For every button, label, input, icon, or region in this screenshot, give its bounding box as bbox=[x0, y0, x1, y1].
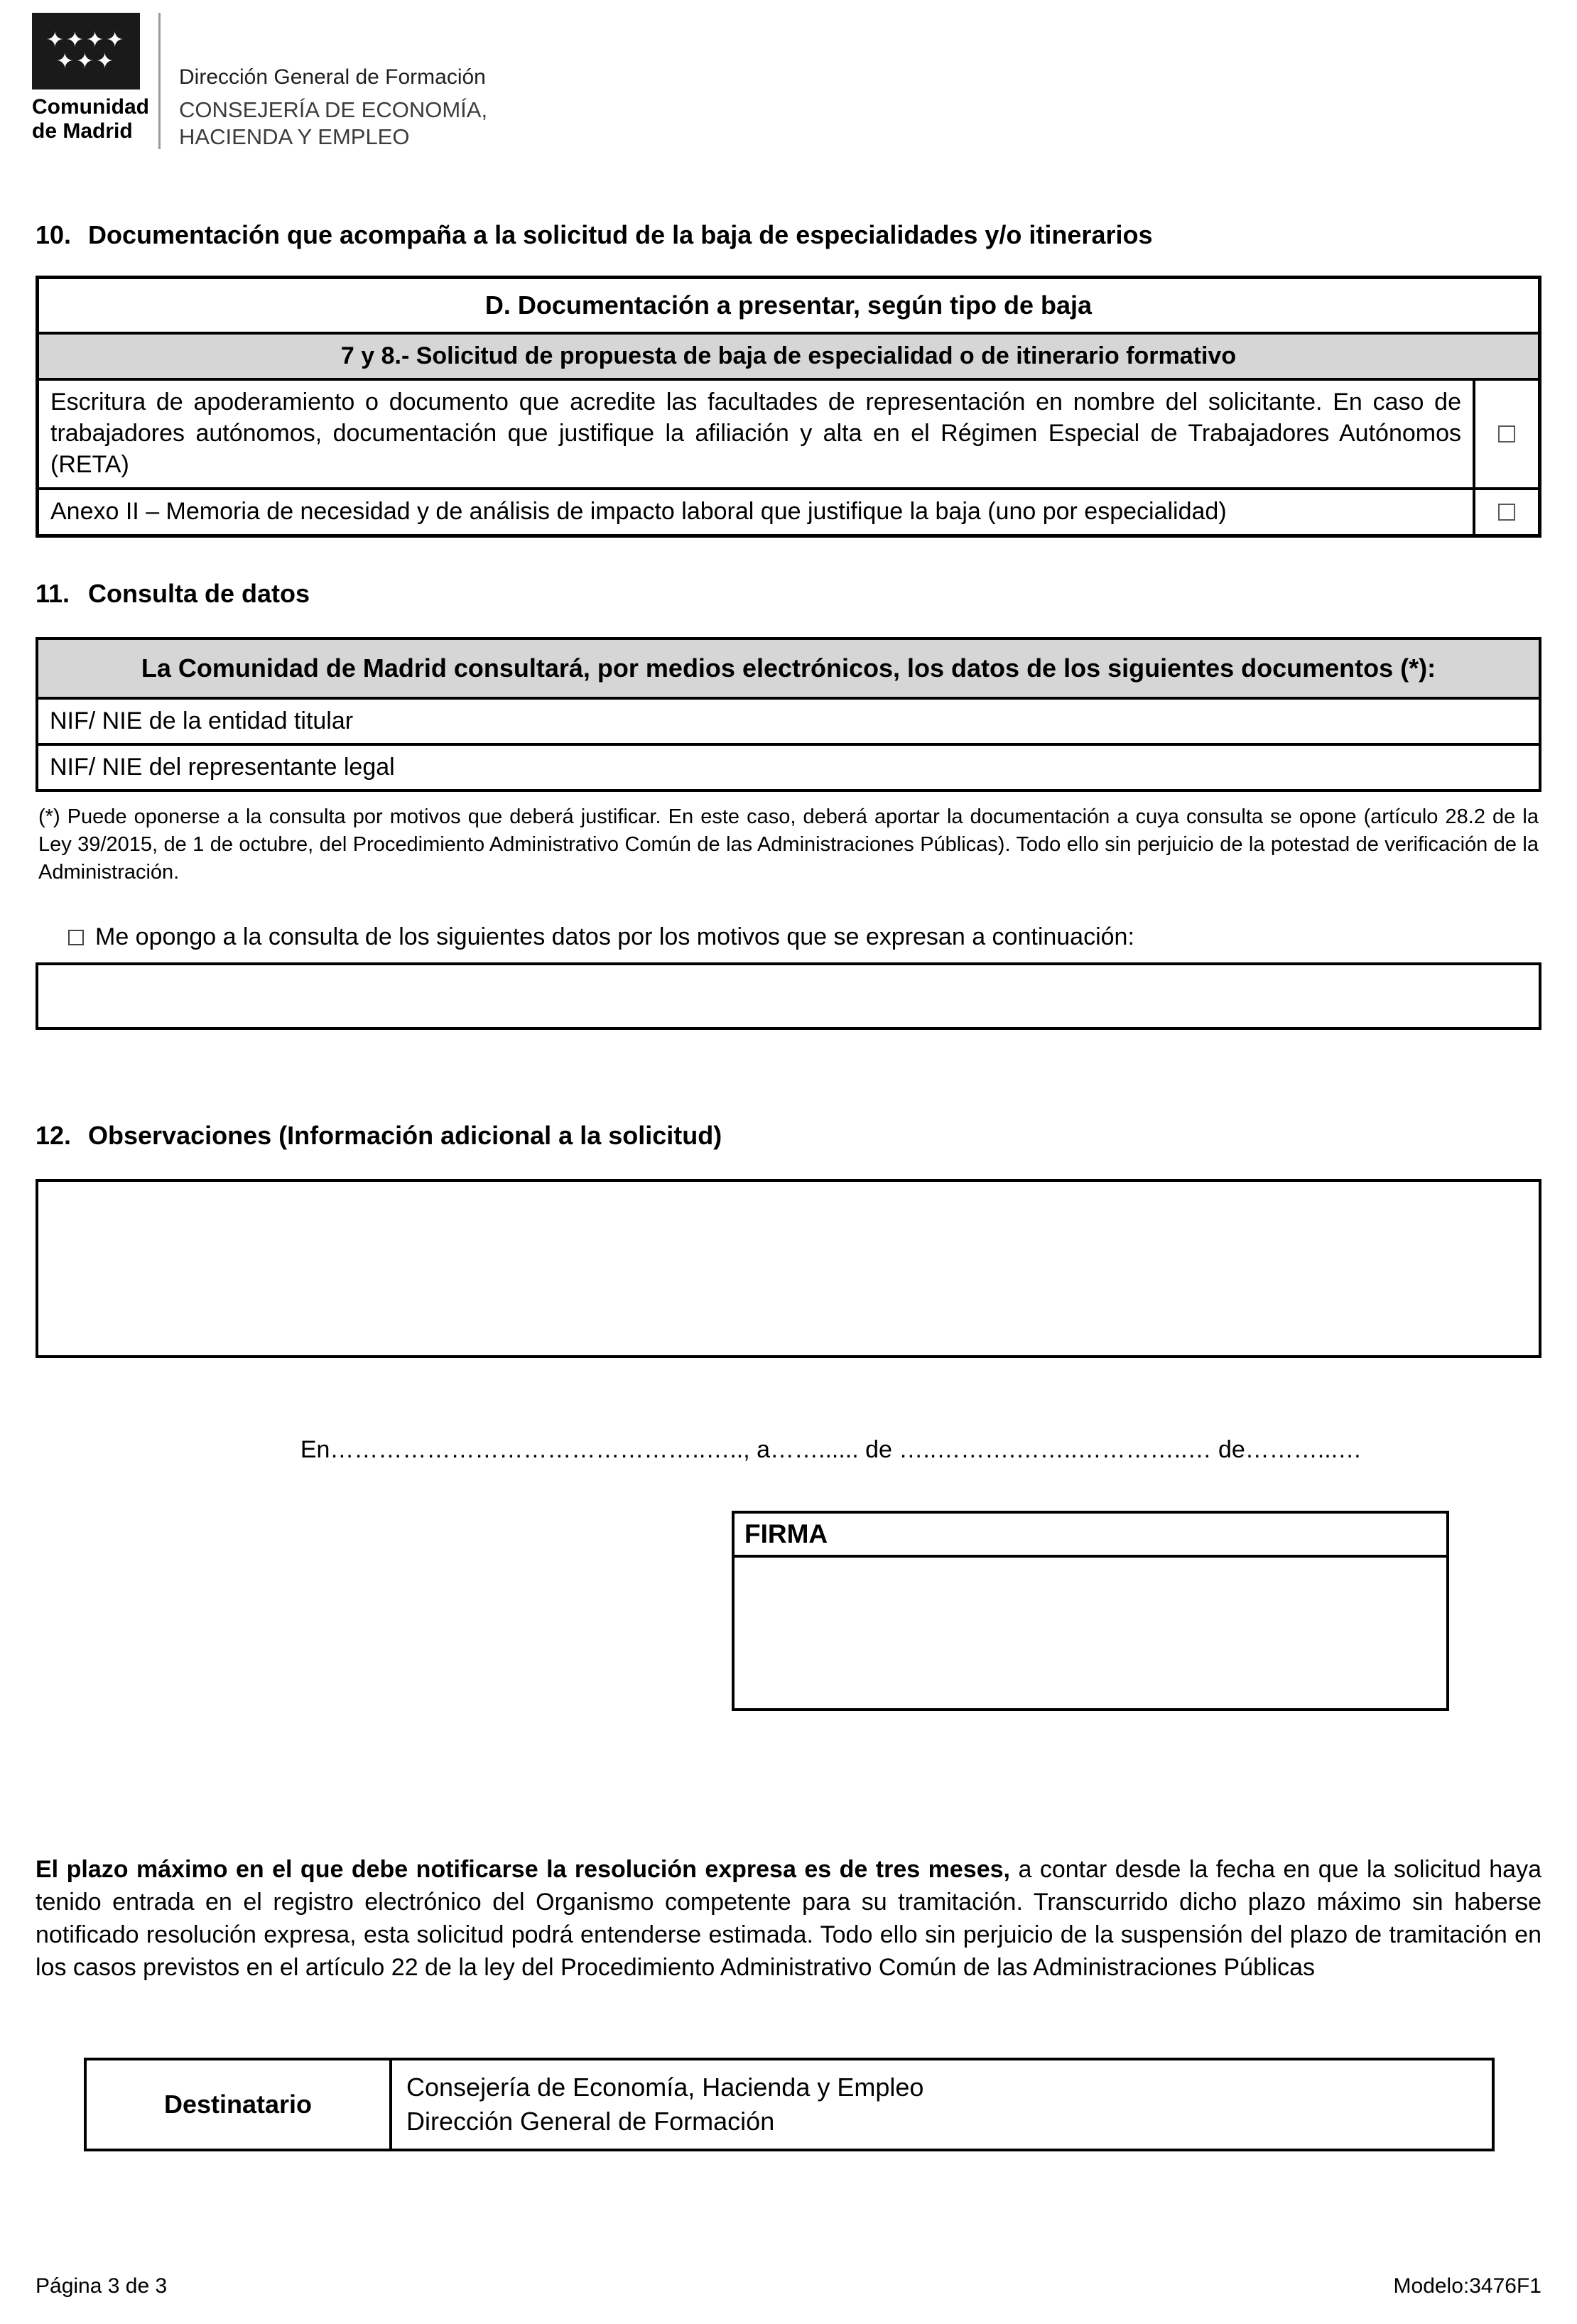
destinatario-value bbox=[392, 2060, 1492, 2149]
legal-notice bbox=[36, 1853, 1541, 1984]
section12-title: Observaciones (Información adicional a la solicitud) bbox=[88, 1121, 722, 1150]
section11-title: Consulta de datos bbox=[88, 579, 310, 608]
documentation-box bbox=[36, 276, 1541, 538]
anexo-ii-checkbox[interactable] bbox=[1498, 504, 1515, 521]
section10-number: 10. bbox=[36, 220, 72, 249]
legal-notice-rest: a contar desde la fecha en que la solicitud haya tenido entrada en el registro electrónico del Organismo competente para su tramitación. Transcurrido dicho plazo máximo sin haberse notificado resolución expresa, esta solicitud podrá entenderse estimada. Todo ello sin perjuicio de la suspensión del plazo de tramitación en los casos previstos en el artículo 22 de la ley del Procedimiento Administrativo Común de las Administraciones Públicas bbox=[36, 1856, 1541, 1981]
destinatario-table bbox=[84, 2058, 1495, 2151]
signature-label: FIRMA bbox=[735, 1514, 1446, 1558]
checkbox-cell bbox=[1473, 490, 1538, 534]
page-number: Página 3 de 3 bbox=[36, 2274, 168, 2298]
section10-heading bbox=[36, 220, 1541, 250]
signature-box bbox=[732, 1511, 1449, 1711]
header bbox=[32, 13, 1577, 155]
section10-title: Documentación que acompaña a la solicitud de la baja de especialidades y/o itinerarios bbox=[88, 220, 1153, 249]
logo-caption-line1: Comunidad bbox=[32, 95, 149, 119]
stars-row-2: ✦✦✦ bbox=[55, 50, 116, 73]
list-item: NIF/ NIE del representante legal bbox=[38, 743, 1539, 789]
destinatario-label: Destinatario bbox=[87, 2060, 392, 2149]
documentation-box-title: D. Documentación a presentar, según tipo de baja bbox=[39, 279, 1538, 332]
section11-number: 11. bbox=[36, 579, 70, 608]
madrid-flag-icon bbox=[32, 13, 140, 89]
document-requirement-text: Escritura de apoderamiento o documento que acredite las facultades de representación en nombre del solicitante. En caso de trabajadores autónomos, documentación que justifique la afiliación y alta en el Régimen Especial de Trabajadores Autónomos (RETA) bbox=[50, 389, 1461, 478]
table-row bbox=[39, 487, 1538, 534]
madrid-logo bbox=[32, 13, 149, 155]
escritura-checkbox[interactable] bbox=[1498, 425, 1515, 442]
observations-field[interactable] bbox=[36, 1179, 1541, 1358]
stars-row-1: ✦✦✦✦ bbox=[45, 28, 126, 52]
document-requirement-text: Anexo II – Memoria de necesidad y de análisis de impacto laboral que justifique la baja (uno por especialidad) bbox=[50, 498, 1227, 525]
consejeria-line1: CONSEJERÍA DE ECONOMÍA, bbox=[179, 97, 488, 122]
legal-notice-bold: El plazo máximo en el que debe notificarse la resolución expresa es de tres meses, bbox=[36, 1856, 1010, 1883]
oppose-checkbox[interactable] bbox=[68, 930, 84, 945]
data-consultation-title: La Comunidad de Madrid consultará, por medios electrónicos, los datos de los siguientes documentos (*): bbox=[38, 640, 1539, 697]
destinatario-line1: Consejería de Economía, Hacienda y Empleo bbox=[406, 2073, 924, 2102]
logo-caption bbox=[32, 95, 149, 143]
list-item: NIF/ NIE de la entidad titular bbox=[38, 697, 1539, 743]
department-name: Dirección General de Formación bbox=[179, 65, 486, 89]
data-consultation-box bbox=[36, 637, 1541, 792]
department-block bbox=[179, 65, 487, 155]
section12-heading bbox=[36, 1121, 1541, 1151]
consultation-footnote: (*) Puede oponerse a la consulta por motivos que deberá justificar. En este caso, deberá aportar la documentación a cuya consulta se opone (artículo 28.2 de la Ley 39/2015, de 1 de octubre, del Procedimiento Administrativo Común de las Administraciones Públicas). Todo ello sin perjuicio de la potestad de verificación de la Administración. bbox=[38, 805, 1539, 884]
consejeria-line2: HACIENDA Y EMPLEO bbox=[179, 124, 410, 149]
oppose-label: Me opongo a la consulta de los siguientes datos por los motivos que se expresan a continuación: bbox=[95, 923, 1134, 950]
documentation-box-subheader: 7 y 8.- Solicitud de propuesta de baja de especialidad o de itinerario formativo bbox=[39, 332, 1538, 378]
oppose-consultation-row bbox=[36, 923, 1541, 951]
table-row bbox=[39, 378, 1538, 487]
logo-caption-line2: de Madrid bbox=[32, 119, 133, 143]
section11-heading bbox=[36, 579, 1541, 609]
date-place-line: En………………………………………..….., a……...... de …..……….……..…………..… de………...… bbox=[300, 1436, 1362, 1463]
section12-number: 12. bbox=[36, 1121, 72, 1150]
page-footer bbox=[36, 2274, 1541, 2298]
signature-field[interactable] bbox=[735, 1558, 1446, 1708]
oppose-reasons-field[interactable] bbox=[36, 962, 1541, 1030]
header-divider bbox=[158, 13, 161, 149]
checkbox-cell bbox=[1473, 381, 1538, 487]
model-number: Modelo:3476F1 bbox=[1393, 2274, 1541, 2298]
destinatario-line2: Dirección General de Formación bbox=[406, 2107, 775, 2136]
